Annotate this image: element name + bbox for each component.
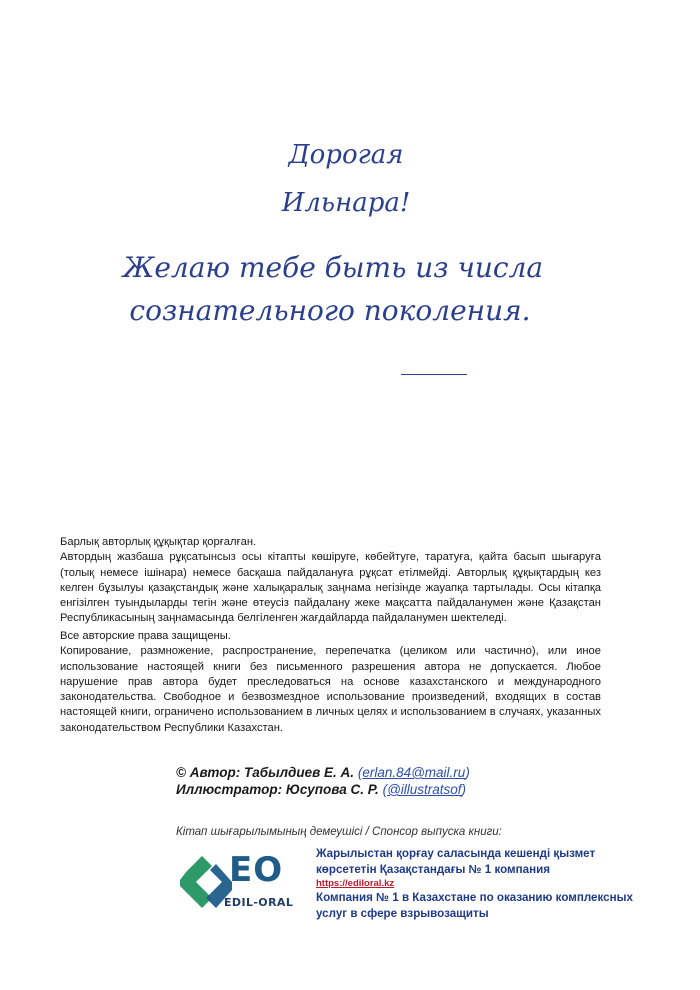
dedication-line-2: Ильнара! — [281, 188, 411, 218]
copyright-heading-ru: Все авторские права защищены. — [60, 630, 231, 642]
credits — [176, 764, 470, 798]
copyright-heading-kz: Барлық авторлық құқықтар қорғалған. — [60, 536, 257, 548]
logo-letters: EO — [229, 850, 284, 890]
sponsor-url-link[interactable]: https://ediloral.kz — [316, 878, 395, 889]
copyright-body-kz: Автордың жазбаша рұқсатынсыз осы кітапты көшіруге, көбейтуге, таратуға, қайта басып шығаруға (толық немесе ішінара) немесе басқаша пайдалануға рұқсат етілмейді. Авторлық құқықтардың кез келген бұзылуы қазақстандық және халықаралық заңнама негізінде жауапқа тартылады. Осы кітапқа енгізілген туындыларды тегін және өтеусіз пайдалану жеке мақсатта пайдаланумен және Қазақстан Республикасының заңнамасында белгіленген жағдайларда пайдаланумен шектеледі. — [60, 551, 601, 625]
author-credit: © Автор: Табылдиев Е. А. (erlan.84@mail.ru) — [176, 765, 470, 780]
dedication-line-3: Желаю тебе быть из числа — [122, 251, 544, 284]
author-email-link[interactable]: erlan.84@mail.ru — [362, 765, 466, 780]
copyright-body-ru: Копирование, размножение, распространение, перепечатка (целиком или частично), или иное использование настоящей книги без письменного разрешения автора не допускается. Любое нарушение прав автора будет преследоваться на основе казахстанского и международного законодательства. Свободное и безвозмездное использование произведений, входящих в состав настоящей книги, ограничено использованием в личных целях и использованием в случаях, указанных законодательством Республики Казахстан. — [60, 645, 601, 734]
illustrator-label: Иллюстратор: Юсупова С. Р. — [176, 782, 379, 797]
dedication-line-4: сознательного поколения. — [129, 294, 531, 327]
copyright-notice-kz — [60, 535, 601, 627]
logo-name: EDIL-ORAL — [224, 896, 294, 909]
illustrator-handle-link[interactable]: @illustratsof — [387, 782, 462, 797]
author-label: © Автор: Табылдиев Е. А. — [176, 765, 355, 780]
sponsor-line-ru: Компания № 1 в Казахстане по оказанию комплексных услуг в сфере взрывозащиты — [316, 891, 633, 920]
sponsor-caption: Кітап шығарылымының демеушісі / Спонсор выпуска книги: — [176, 826, 502, 838]
sponsor-info — [316, 846, 656, 921]
signature-line — [401, 374, 467, 375]
illustrator-credit: Иллюстратор: Юсупова С. Р. (@illustratsof) — [176, 782, 467, 797]
dedication-line-1: Дорогая — [288, 140, 404, 170]
sponsor-line-kz: Жарылыстан қорғау саласында кешенді қызмет көрсететін Қазақстандағы № 1 компания — [316, 847, 596, 876]
copyright-notice-ru — [60, 629, 601, 736]
